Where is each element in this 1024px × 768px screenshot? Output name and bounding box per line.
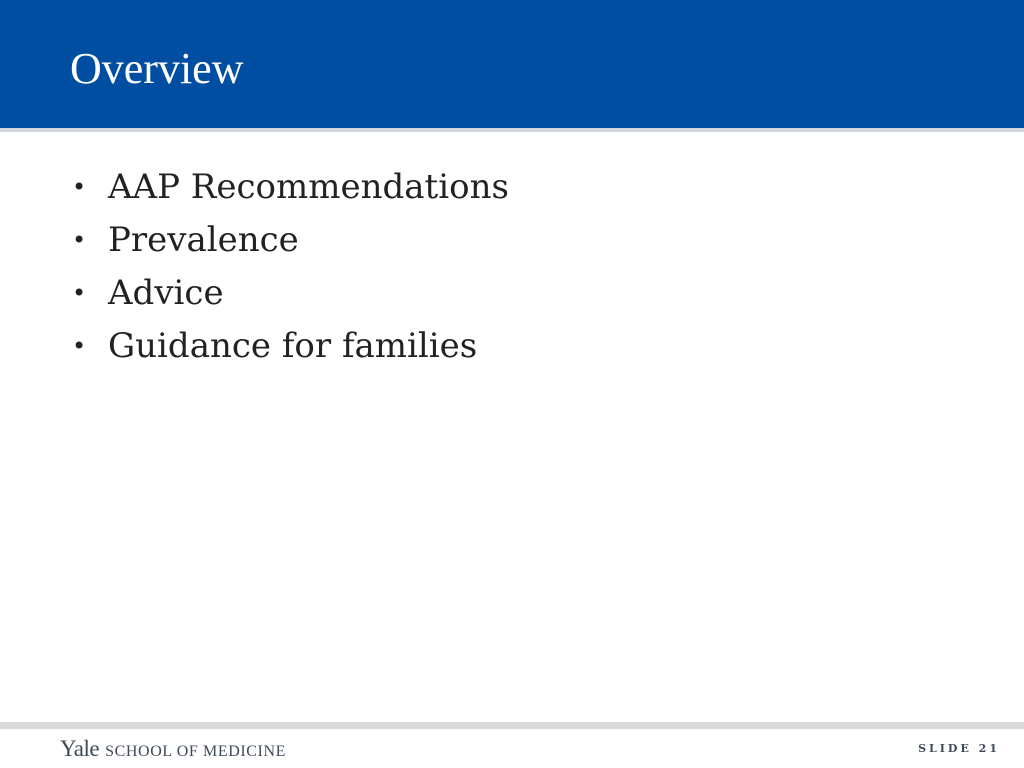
bullet-dot-icon: • (72, 332, 87, 360)
bullet-item (70, 215, 950, 268)
footer-divider (0, 722, 1024, 729)
bullet-dot-icon: • (72, 173, 87, 201)
slide-number: SLIDE 21 (918, 742, 1000, 755)
slide-title: Overview (70, 44, 244, 93)
bullet-text: Advice (108, 273, 224, 313)
header-band (0, 0, 1024, 128)
bullet-text: Prevalence (108, 220, 299, 260)
bullet-text: Guidance for families (108, 326, 478, 366)
bullet-dot-icon: • (72, 226, 87, 254)
bullet-item (70, 162, 950, 215)
bullet-dot-icon: • (72, 279, 87, 307)
logo-subtitle: SCHOOL OF MEDICINE (105, 743, 287, 760)
yale-school-of-medicine-logo (60, 736, 286, 764)
bullet-item (70, 268, 950, 321)
logo-wordmark: Yale (60, 736, 100, 761)
bullet-item (70, 321, 950, 374)
bullet-text: AAP Recommendations (108, 167, 509, 207)
header-divider (0, 128, 1024, 132)
bullet-list (70, 162, 950, 374)
